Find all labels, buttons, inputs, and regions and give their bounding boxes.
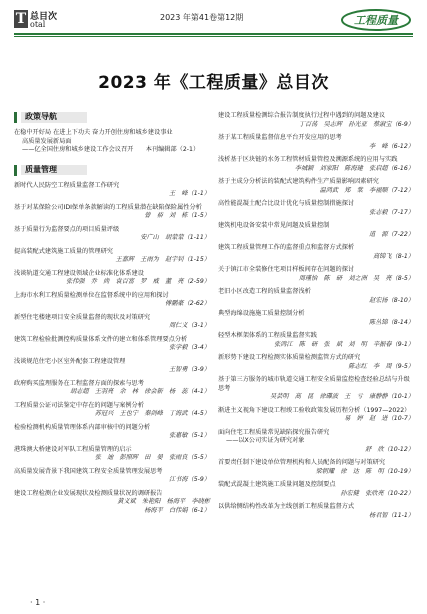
entry-subtitle: ——以X公司实证为研究对象 [226, 437, 305, 444]
section-header-quality [14, 165, 210, 176]
entry-title: 政府购买监理服务在工程监督方面的探索与思考 [14, 379, 144, 387]
entry-author: 胡志超 王羽亮 余 林 徐会新 杨 蕊（4-1） [69, 388, 210, 395]
toc-entry[interactable] [14, 490, 210, 516]
toc-entry[interactable] [14, 402, 210, 419]
entry-title: 港珠澳大桥建设对军队工程质量管理的启示 [14, 445, 132, 453]
toc-entry[interactable] [14, 292, 210, 309]
entry-author: 温鸿武 郑 棠 李福顺（7-12） [319, 186, 414, 194]
entry-author: 道 源（7-22） [369, 230, 414, 238]
section-bar [14, 165, 17, 176]
toc-entry[interactable] [14, 182, 210, 199]
entry-author: 丁百荡 吴志辉 孙光亚 蔡淑宝（6-9） [298, 120, 414, 128]
header-section-en: otal [30, 20, 46, 29]
header-rule [14, 33, 413, 35]
entry-author: 张惠敏（5-1） [168, 432, 210, 439]
entry-title: 基于第三方服务的城市轨道交通工程安全质量监控检查经验总结与升级思考 [218, 376, 410, 392]
entry-subtitle: 高质量发展新局面 [22, 137, 72, 145]
entry-author: 吴芸明 高 昆 徐碟波 王 亏 康静静（10-1） [270, 393, 414, 400]
toc-entry[interactable] [218, 178, 414, 195]
entry-author: 张鸿江 陈 研 张 斌 刘 明 辛振春（9-1） [273, 340, 414, 348]
section-label-policy: 政策导航 [21, 112, 87, 123]
toc-entry[interactable] [14, 226, 210, 243]
section-t-glyph: T [15, 11, 27, 27]
toc-entry[interactable] [14, 358, 210, 375]
entry-author: 陈丛锦（8-14） [369, 318, 414, 326]
page-title: 2023 年《工程质量》总目次 [98, 73, 329, 93]
entry-author: 李 峰（6-12） [369, 142, 414, 150]
entry-title: 工程质量公证司法鉴定中存在的问题与案例分析 [14, 401, 144, 409]
section-label-quality: 质量管理 [21, 165, 87, 176]
entry-title: 建筑机电设备安装中常见问题及质量控制 [218, 222, 330, 229]
entry-title: 关于镇江市全装修住宅项目样板间存在问题的探讨 [218, 266, 355, 273]
entry-author: 李城颖 刘家阳 陈海建 张启超（6-16） [294, 164, 414, 172]
toc-entry[interactable] [218, 376, 414, 402]
toc-entry[interactable] [14, 424, 210, 441]
entry-title: 建筑工程检验批测控构质量体系文件的建立和体系管理要点分析 [14, 335, 188, 343]
entry-author: 江书海（5-9） [168, 476, 210, 483]
entry-author: ——亿全国住房和城乡建设工作会议召开 本刊编辑部（2-1） [22, 146, 200, 153]
toc-entry[interactable] [14, 336, 210, 353]
header-rule-thin [14, 36, 413, 37]
toc-entry[interactable] [218, 266, 414, 283]
entry-title: 浅析基于区块链的水务工程管材质量管控及溯源系统的应用与实践 [218, 156, 398, 163]
entry-title: 典型海绵设施施工质量控制分析 [218, 310, 305, 317]
entry-author: 张学毅（3-4） [168, 344, 210, 351]
entry-author: 曾 裕 刘 栋（1-5） [144, 212, 210, 219]
entry-author: 张伟强 乔 尚 袁百富 罗 威 董 亮（2-59） [66, 278, 210, 285]
header-issue: 2023 年第41卷第12期 [160, 13, 244, 22]
toc-entry[interactable] [218, 244, 414, 261]
entry-title: 提高装配式建筑施工质量的管理研究 [14, 247, 113, 255]
entry-author: 高锦飞（8-1） [372, 252, 414, 260]
quality-entry-list [14, 182, 210, 516]
entry-author: 孙宏健 张欣亮（10-22） [340, 489, 414, 497]
section-header-policy [14, 112, 210, 123]
entry-title: 建筑工程质量管理工作的监督重点和监督方式探析 [218, 244, 355, 251]
entry-author: 王嘉辉 王雨为 赵宇钊（1-15） [115, 256, 210, 263]
entry-title: 浅谈规范住宅小区室外配套工程建设管理 [14, 357, 126, 365]
entry-author: 王智勇（3-9） [168, 366, 210, 373]
header-section-label: 总目次 [30, 12, 58, 22]
entry-title: 轻型木框架体系的工程质量监督实践 [218, 332, 317, 339]
toc-entry[interactable] [218, 310, 414, 327]
toc-entry[interactable] [218, 407, 414, 424]
toc-entry[interactable] [14, 270, 210, 287]
entry-title: 浅谈轨道交通工程建设领域企业标准化体系建设 [14, 269, 144, 277]
entry-author: 王 峰（1-1） [168, 190, 210, 197]
entry-author: 傅鹏豪（2-62） [165, 300, 210, 307]
toc-entry[interactable] [14, 380, 210, 397]
section-bar [14, 112, 17, 123]
entry-author: 安广山 胡蒙蒙（1-11） [140, 234, 210, 241]
entry-title: 建设工程检测企业发展现状及检测质量状况的调研报告 [14, 489, 163, 497]
entry-author: 梁朝耀 徐 达 陈 明（10-19） [315, 467, 414, 475]
entry-title: 在稳中开好局 在进上下功夫 奋力开创住房和城乡建设事业 [14, 129, 173, 136]
right-column [218, 112, 414, 525]
entry-author: 周瑾怡 陈 研 刘之洲 吴 亮（8-5） [298, 274, 414, 282]
entry-title: 新型住宅楼建项目安全质量监督的现状及对策研究 [14, 313, 151, 321]
toc-entry[interactable] [218, 112, 414, 129]
entry-title: 老旧小区改造工程的质量监督浅析 [218, 288, 311, 295]
entry-author: 苏冠兴 王也宁 秦剑峰 丁海武（4-5） [94, 410, 210, 417]
entry-title: 新时代人民防空工程质量监督工作研究 [14, 181, 120, 189]
entry-title: 新形势下建设工程检测实体质量检测监管方式的研究 [218, 354, 361, 361]
journal-logo [340, 8, 412, 32]
toc-entry[interactable] [218, 459, 414, 476]
toc-entry[interactable] [14, 468, 210, 485]
entry-title: 装配式混凝土建筑施工质量问题及控制要点 [218, 481, 336, 488]
toc-entry[interactable] [14, 446, 210, 463]
toc-entry[interactable] [218, 156, 414, 173]
entry-author: 张 迪 彭照晖 田 晏 张雨良（5-5） [94, 454, 210, 461]
entry-title: 面向住宅工程质量常见缺陷探究报告研究 [218, 428, 330, 436]
left-column [14, 112, 210, 520]
toc-entry[interactable] [14, 314, 210, 331]
entry-title: 建设工程质量检测综合报告制度执行过程中遇到的问题及建议 [218, 112, 386, 119]
toc-entry[interactable] [14, 129, 210, 155]
entry-title: 渐进主义视角下建设工程竣工验收政策发展历程分析（1997—2022） [218, 406, 411, 414]
right-entry-list [218, 112, 414, 520]
entry-author: 易 婷 赵 进（10-7） [344, 415, 414, 422]
entry-author: 张志毅（7-17） [369, 208, 414, 216]
entry-author: 杨君智（11-1） [369, 511, 414, 519]
toc-entry[interactable] [218, 200, 414, 217]
entry-title: 上海市水利工程质量检测单位在监督系统中的应用和探讨 [14, 291, 169, 299]
entry-title: 高质量发展背景下我国建筑工程安全质量管理发展思考 [14, 467, 163, 475]
toc-entry[interactable] [218, 429, 414, 455]
entry-title: 首要责任制下建设单位管理机构和人员配备的问题与对策研究 [218, 459, 386, 466]
toc-entry[interactable] [14, 248, 210, 265]
entry-author: 赵宏扬（8-10） [369, 296, 414, 304]
entry-title: 基于对某保险公司IDI保单条款解读的工程质量潜在缺陷保险属性分析 [14, 203, 202, 211]
entry-author-cont: 杨海平 白伟娟（6-1） [144, 506, 210, 514]
toc-entry[interactable] [218, 481, 414, 498]
entry-author: 黄义斌 朱艳阳 杨海平 李晓彬 [117, 498, 210, 505]
toc-entry[interactable] [218, 332, 414, 349]
entry-author: 周仁义（3-1） [168, 322, 210, 329]
entry-title: 高性能混凝土配合比设计优化与质量控制措施探讨 [218, 200, 355, 207]
page-number: · 1 · [30, 598, 46, 607]
toc-entry[interactable] [218, 134, 414, 151]
entry-title: 基于质量行为监督要点的项目质量评级 [14, 225, 120, 233]
toc-entry[interactable] [218, 222, 414, 239]
toc-entry[interactable] [14, 204, 210, 221]
entry-title: 基于某工程质量监督信息平台开发应用的思考 [218, 134, 342, 141]
entry-title: 基于主成分分析法的装配式建筑构件生产质量影响因素研究 [218, 178, 379, 185]
entry-author: 陈志红 李 周（9-5） [348, 362, 414, 370]
toc-entry[interactable] [218, 503, 414, 520]
toc-entry[interactable] [218, 288, 414, 305]
logo-text: 工程质量 [354, 14, 398, 27]
entry-title: 以供给侧结构性改革为主线创新工程质量监督方式 [218, 503, 355, 510]
entry-title: 检验检测机构质量管理体系内部审核中的问题分析 [14, 423, 151, 431]
toc-entry[interactable] [218, 354, 414, 371]
entry-author: 舒 欣（10-12） [365, 445, 414, 453]
